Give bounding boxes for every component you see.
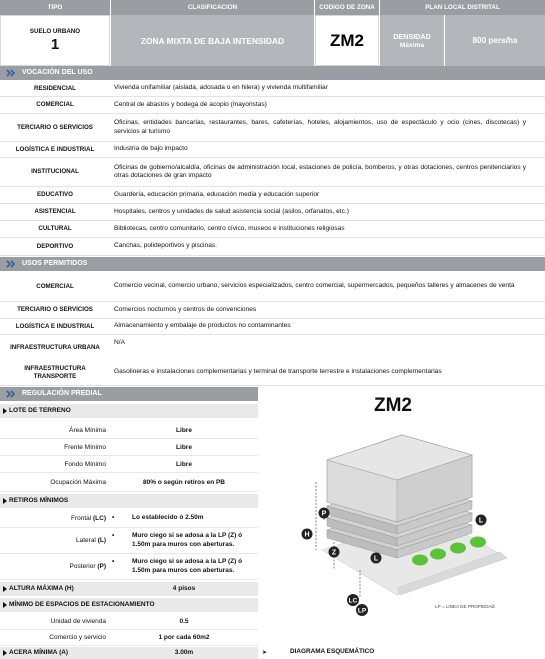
param-value-text: Muro ciego si se adosa a la LP (Z) ó 1.50m para muros con aberturas. [132, 558, 243, 574]
param-key [0, 510, 106, 527]
triangle-right-icon [3, 650, 7, 656]
altura-value: 4 pisos [172, 585, 196, 592]
row-value: Guardería, educación primaria, educación media y educación superior [114, 190, 320, 198]
double-chevron-icon [6, 390, 16, 398]
section-vocacion-uso [0, 66, 545, 80]
marker-label: Z [331, 549, 337, 557]
marker-h [302, 529, 313, 540]
param-value: 0.5 [179, 618, 189, 625]
row-label: LOGÍSTICA E INDUSTRIAL [15, 145, 95, 153]
bullet: • [112, 558, 115, 565]
row-label: TERCIARIO O SERVICIOS [17, 306, 93, 314]
row-value: Hospitales, centros y unidades de salud asistencia social (asilos, orfanatos, etc.) [114, 207, 349, 215]
densidad-value: 800 pers/ha [445, 15, 545, 66]
table-row [0, 158, 545, 187]
table-row [0, 302, 545, 319]
param-value-text: Lo establecido ó 2.50m [132, 514, 204, 521]
param-row [0, 439, 258, 456]
retiro-name: Frontal [70, 515, 92, 522]
acera-value: 3.00m [174, 649, 194, 656]
building-floors [327, 435, 472, 558]
row-value: Bibliotecas, centro comunitario, centro cívico, museos e instituciones religiosas [114, 224, 345, 232]
subsection-retiros-minimos [0, 494, 258, 508]
row-value: Central de abastos y bodega de acopio (mayoristas) [114, 100, 267, 108]
param-row [0, 554, 258, 580]
row-value: Canchas, polideportivos y piscinas. [114, 242, 217, 250]
triangle-right-icon: ➤ [262, 650, 268, 656]
altura-maxima-row [0, 582, 258, 596]
param-row [0, 528, 258, 554]
row-value: Vivienda unifamiliar (aislada, adosada o en hilera) y vivienda multifamiliar [114, 84, 328, 92]
section-title: USOS PERMITIDOS [22, 260, 88, 267]
row-value: Comercios nocturnos y centros de convenciones [114, 305, 257, 313]
row-label: DEPORTIVO [36, 242, 74, 250]
subsection-title: RETIROS MÍNIMOS [9, 497, 69, 504]
header-col-clasificacion: CLASIFICACION [111, 0, 314, 15]
triangle-right-icon [3, 408, 7, 414]
densidad-cell [380, 15, 444, 66]
row-value: Almacenamiento y embalaje de productos no contaminantes [114, 322, 291, 330]
param-value: Libre [176, 426, 192, 434]
marker-l-left [371, 553, 382, 564]
triangle-right-icon [3, 498, 7, 504]
acera-minima-row [0, 647, 258, 659]
param-row [0, 422, 258, 439]
table-row [0, 221, 545, 238]
row-label: INFRAESTRUCTURA URBANA [10, 343, 100, 351]
section-title: REGULACIÓN PREDIAL [22, 390, 102, 397]
altura-label: ALTURA MÁXIMA (H) [9, 585, 74, 592]
param-value: 80% o según retiros en PB [143, 478, 225, 486]
marker-z [329, 547, 340, 558]
row-value: Oficinas, entidades bancarias, restaurantes, bares, cafeterías, hoteles, alojamientos, uso de espectáculo y ocio (cines, discotecas) y servicios al turismo [114, 119, 526, 135]
marker-p [319, 508, 330, 519]
row-label: TERCIARIO O SERVICIOS [17, 123, 93, 131]
triangle-right-icon [3, 586, 7, 592]
zone-header-table [0, 0, 545, 66]
table-row [0, 142, 545, 158]
subsection-title: LOTE DE TERRENO [9, 407, 71, 414]
param-value: 1 por cada 60m2 [158, 634, 210, 641]
param-row [0, 473, 258, 492]
double-chevron-icon [6, 260, 16, 268]
tipo-cell [0, 15, 110, 66]
param-row [0, 456, 258, 473]
subsection-title: MÍNIMO DE ESPACIOS DE ESTACIONAMIENTO [9, 601, 155, 608]
param-value [110, 528, 258, 553]
bullet: • [112, 514, 115, 521]
header-col-tipo: TIPO [0, 0, 110, 15]
param-key [0, 554, 106, 579]
row-value: N/A [114, 339, 125, 346]
param-key: Unidad de vivienda [50, 618, 106, 625]
row-label: COMERCIAL [36, 101, 74, 109]
row-value: Industria de bajo impacto [114, 145, 188, 153]
param-key [0, 528, 106, 553]
marker-label: LP [357, 607, 367, 615]
param-row [0, 510, 258, 528]
table-row [0, 114, 545, 142]
param-key: Ocupación Máxima [50, 478, 106, 486]
densidad-sub: Máxima [399, 41, 425, 49]
marker-label: H [304, 531, 310, 539]
codigo-zona-value: ZM2 [315, 15, 379, 66]
diagram-caption: DIAGRAMA ESQUEMÁTICO [290, 648, 375, 655]
double-chevron-icon [6, 69, 16, 77]
subsection-estacionamiento [0, 598, 258, 612]
param-key: Comercio y servicio [49, 634, 106, 641]
row-label: INFRAESTRUCTURA TRANSPORTE [24, 365, 86, 380]
param-value: Libre [176, 443, 192, 451]
table-row [0, 335, 545, 360]
table-row [0, 204, 545, 221]
param-value [110, 510, 258, 527]
param-value [110, 554, 258, 579]
row-label: EDUCATIVO [37, 191, 73, 199]
lp-legend: LP = LÍNEA DE PROPIEDAD [435, 604, 495, 609]
clasificacion-value: ZONA MIXTA DE BAJA INTENSIDAD [111, 15, 314, 66]
marker-label: L [478, 517, 484, 525]
marker-label: LC [348, 597, 358, 605]
row-label: RESIDENCIAL [34, 84, 76, 92]
table-row [0, 187, 545, 204]
retiro-name: Lateral [76, 537, 96, 544]
bullet: • [112, 532, 115, 539]
section-title: VOCACIÓN DEL USO [22, 69, 93, 76]
retiro-name: Posterior [69, 563, 96, 570]
section-regulacion-predial [0, 387, 258, 401]
table-row [0, 360, 545, 386]
schematic-diagram [282, 430, 522, 620]
table-row [0, 319, 545, 335]
header-col-codigo: CODIGO DE ZONA [315, 0, 379, 15]
param-key: Área Mínima [69, 426, 106, 434]
row-label: ASISTENCIAL [34, 208, 76, 216]
table-row [0, 97, 545, 114]
triangle-right-icon [3, 602, 7, 608]
marker-l-right [476, 515, 487, 526]
subsection-lote-terreno [0, 404, 258, 418]
param-value-text: Muro ciego si se adosa a la LP (Z) ó 1.50m para muros con aberturas. [132, 532, 243, 548]
param-value: Libre [176, 460, 192, 468]
acera-label: ACERA MÍNIMA (A) [9, 649, 69, 656]
marker-lc [347, 594, 359, 606]
diagram-title: ZM2 [374, 395, 412, 416]
param-row [0, 614, 258, 630]
marker-lp [356, 604, 368, 616]
table-row [0, 238, 545, 256]
densidad-label: DENSIDAD [393, 31, 431, 41]
row-label: LOGÍSTICA E INDUSTRIAL [15, 322, 95, 330]
tipo-label: SUELO URBANO [29, 28, 81, 35]
row-label: CULTURAL [38, 225, 72, 233]
tipo-value: 1 [50, 36, 60, 53]
row-label: INSTITUCIONAL [31, 168, 79, 176]
row-value: Gasolineras e instalaciones complementarias y terminal de transporte terrestre e instalaciones complementarias [114, 368, 442, 376]
param-key: Fondo Mínimo [64, 460, 106, 468]
section-usos-permitidos [0, 257, 545, 271]
retiro-code: (L) [97, 537, 106, 544]
retiro-code: (P) [97, 563, 106, 570]
header-col-plan: PLAN LOCAL DISTRITAL [380, 0, 545, 15]
row-label: COMERCIAL [36, 282, 74, 290]
marker-label: P [321, 510, 327, 518]
row-value: Oficinas de gobierno/alcaldía, oficinas de administración local, estaciones de policía, bomberos, y otras dotaciones, centros penitenciarios y otras dotaciones de gran impacto [114, 163, 526, 179]
table-row [0, 81, 545, 97]
marker-label: L [373, 555, 379, 563]
param-key: Frente Mínimo [64, 443, 106, 451]
table-row [0, 272, 545, 302]
retiro-code: (LC) [93, 515, 106, 522]
param-row [0, 630, 258, 646]
row-value: Comercio vecinal, comercio urbano, servicios especializados, centro comercial, supermercados, pequeños talleres y almacenes de venta [114, 282, 515, 290]
